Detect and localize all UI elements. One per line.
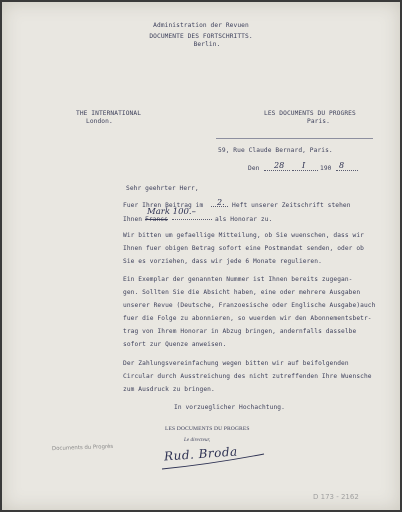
- letterhead-city: Berlin.: [193, 41, 221, 48]
- letterhead-left-city: London.: [86, 118, 113, 125]
- letterhead-rule: [216, 138, 373, 139]
- archive-reference: D 173 - 2162: [313, 493, 359, 501]
- paragraph-1-line-2a: Ihnen: [123, 216, 143, 223]
- paragraph-1-line-2b: als Honorar zu.: [215, 216, 273, 223]
- signature-underline: [2, 2, 400, 510]
- paragraph-1-line-1b: Heft unserer Zeitschrift stehen: [232, 202, 351, 209]
- amount-blank: [172, 212, 212, 220]
- currency-struck: Francs: [145, 216, 168, 223]
- honorar-amount: Mark 100.–: [147, 207, 196, 217]
- paragraph-2-line-1: Wir bitten um gefaellige Mitteilung, ob Sie wuenschen, dass wir: [123, 232, 364, 239]
- salutation: Sehr geehrter Herr,: [126, 185, 199, 192]
- paragraph-3-line-5: trag von Ihrem Honorar in Abzug bringen, andernfalls dasselbe: [123, 328, 357, 335]
- paragraph-3-line-4: fuer die Folge zu abonnieren, so wuerden wir den Abonnementsbetr-: [123, 315, 372, 322]
- paragraph-4-line-1: Der Zahlungsvereinfachung wegen bitten wir auf beifolgenden: [123, 360, 349, 367]
- date-day: 28: [274, 161, 285, 170]
- date-month: I: [302, 161, 306, 170]
- paragraph-2-line-2: Ihnen fuer obigen Betrag sofort eine Postmandat senden, oder ob: [123, 245, 364, 252]
- pencil-note-left: Documents du Progrès: [51, 443, 114, 453]
- letterhead-title: DOCUMENTE DES FORTSCHRITTS.: [149, 33, 253, 40]
- signature-role: Le directeur,: [184, 438, 211, 443]
- sender-address: 59, Rue Claude Bernard, Paris.: [218, 147, 333, 154]
- paragraph-3-line-6: sofort zur Quenze anweisen.: [123, 341, 227, 348]
- issue-number: 2.: [217, 198, 225, 207]
- letterhead-right-city: Paris.: [307, 118, 330, 125]
- date-year: 190: [320, 165, 332, 172]
- paragraph-1-line-1a: Fuer Ihren Beitrag im: [123, 202, 204, 209]
- letterhead-left-name: THE INTERNATIONAL: [76, 110, 142, 117]
- paragraph-3-line-3: unserer Revue (Deutsche, Franzoesische oder Englische Ausgabe)auch: [123, 302, 376, 309]
- letterhead-administration: Administration der Revuen: [153, 22, 249, 29]
- signature-organization: LES DOCUMENTS DU PROGRES: [165, 426, 250, 432]
- date-year-suffix: 8: [339, 161, 345, 170]
- closing: In vorzueglicher Hochachtung.: [174, 404, 285, 411]
- date-year-blank: [336, 163, 358, 171]
- paragraph-4-line-3: zum Ausdruck zu bringen.: [123, 386, 215, 393]
- paragraph-2-line-3: Sie es vorziehen, dass wir jede 6 Monate regulieren.: [123, 258, 322, 265]
- letterhead-right-name: LES DOCUMENTS DU PROGRES: [264, 110, 356, 117]
- paragraph-4-line-2: Circular durch Ausstreichung des nicht zutreffenden Ihre Wuensche: [123, 373, 372, 380]
- handwritten-signature: Rud. Broda: [163, 444, 239, 464]
- letter-sheet: [2, 2, 400, 510]
- date-prefix: Den: [248, 165, 260, 172]
- paragraph-3-line-1: Ein Exemplar der genannten Nummer ist Ihnen bereits zugegan-: [123, 276, 353, 283]
- paragraph-3-line-2: gen. Sollten Sie die Absicht haben, eine oder mehrere Ausgaben: [123, 289, 361, 296]
